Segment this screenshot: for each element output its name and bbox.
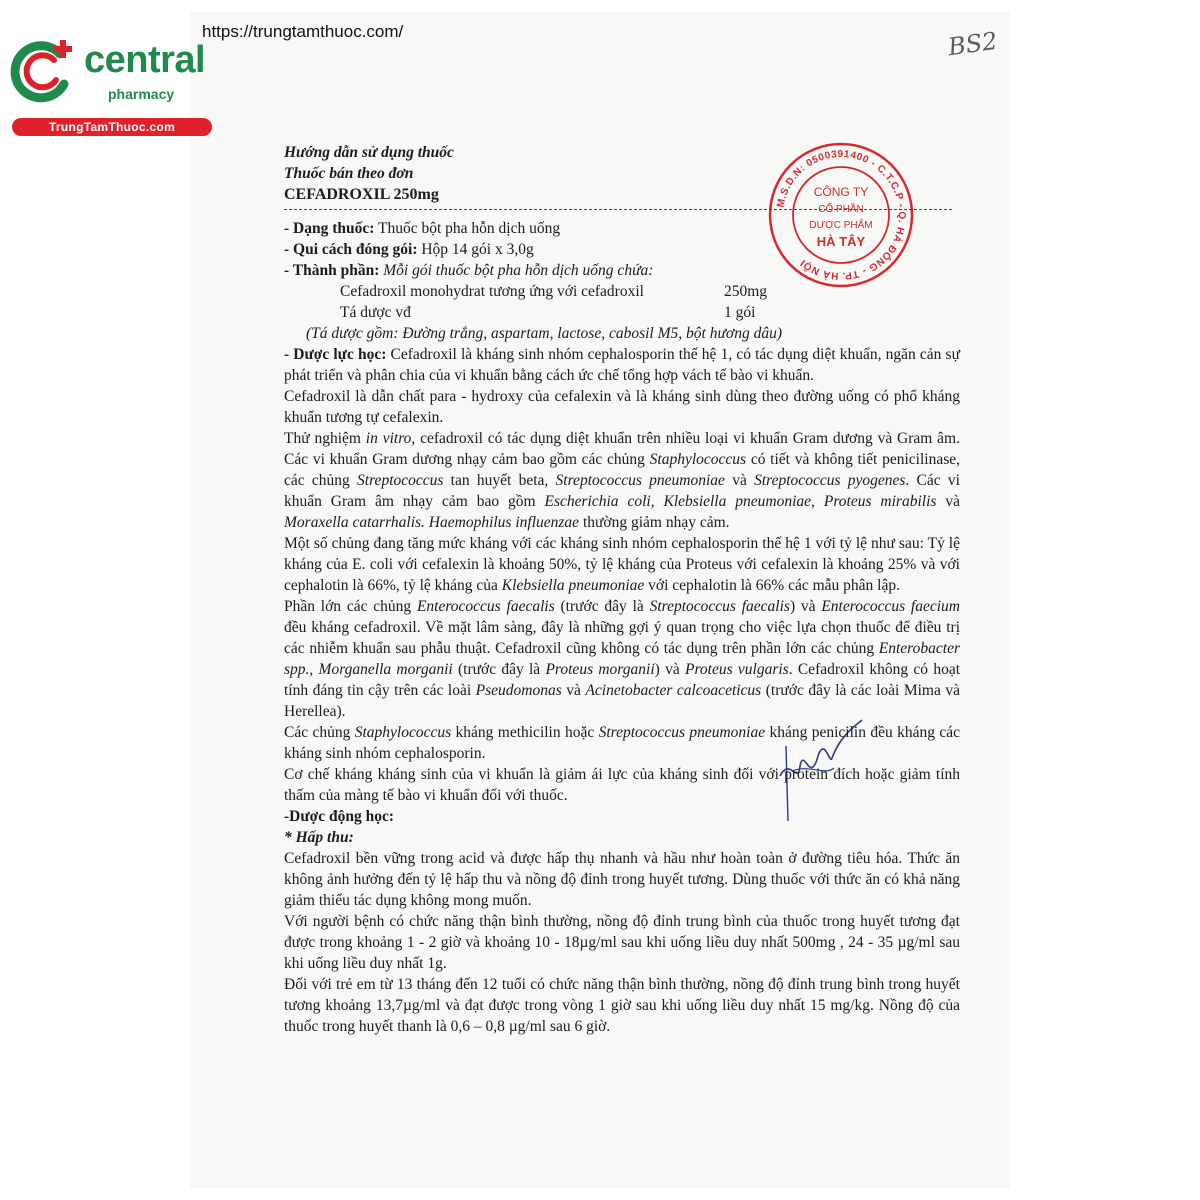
svg-text:CỔ PHẦN: CỔ PHẦN (818, 204, 864, 215)
paragraph-spectrum: Thử nghiệm in vitro, cefadroxil có tác dụng diệt khuẩn trên nhiều loại vi khuẩn Gram dương và Gram âm. Các vi khuẩn Gram dương nhạy cảm bao gồm các chủng Staphylococcus có tiết và không tiết penicilinase, các chủng Streptococcus tan huyết beta, Streptococcus pneumoniae và Streptococcus pyogenes. Các vi khuẩn Gram âm nhạy cảm bao gồm Escherichia coli, Klebsiella pneumoniae, Proteus mirabilis và Moraxella catarrhalis. Haemophilus influenzae thường giảm nhạy cảm. (284, 430, 960, 531)
brand-subtitle: pharmacy (108, 86, 175, 102)
ingredient-row: Cefadroxil monohydrat tương ứng với cefadroxil 250mg (340, 283, 768, 300)
absorption-heading: * Hấp thu: (284, 829, 354, 846)
doc-header-usage: Hướng dẫn sử dụng thuốc (284, 144, 454, 161)
paragraph-absorption: Cefadroxil bền vững trong acid và được hấp thụ nhanh và hầu như hoàn toàn ở đường tiêu hóa. Thức ăn không ảnh hưởng đến tỷ lệ hấp thu và nồng độ đỉnh trong huyết tương. Dùng thuốc với thức ăn có khả năng giảm thiểu tác dụng không mong muốn. (284, 850, 960, 909)
paragraph-resistant-strains: Phần lớn các chủng Enterococcus faecalis (trước đây là Streptococcus faecalis) và Enterococcus faecium đều kháng cefadroxil. Về mặt lâm sàng, đây là những gợi ý quan trọng cho việc lựa chọn thuốc để điều trị các nhiễm khuẩn sau phẫu thuật. Cefadroxil cũng không có tác dụng trên phần lớn các chủng Enterobacter spp., Morganella morganii (trước đây là Proteus morganii) và Proteus vulgaris. Cefadroxil không có hoạt tính đáng tin cậy trên các loài Pseudomonas và Acinetobacter calcoaceticus (trước đây là các loài Mima và Herellea). (284, 598, 961, 720)
composition: - Thành phần: Mỗi gói thuốc bột pha hỗn dịch uống chứa: (284, 262, 654, 279)
svg-text:DƯỢC PHẨM: DƯỢC PHẨM (809, 220, 873, 231)
paragraph-child-levels: Đối với trẻ em từ 13 tháng đến 12 tuổi có chức năng thận bình thường, nồng độ đỉnh trung bình trong huyết tương khoảng 13,7µg/ml và đạt được trong vòng 1 giờ sau khi uống liều duy nhất 15 mg/kg. Nồng độ của thuốc trong huyết thanh là 0,6 – 0,8 µg/ml sau 6 giờ. (284, 976, 960, 1035)
central-pharmacy-logo[interactable] (8, 36, 220, 136)
package-insert-text (284, 142, 960, 1037)
ingredient-row: Tá dược vđ 1 gói (340, 304, 756, 321)
doc-header-prescription: Thuốc bán theo đơn (284, 165, 414, 182)
excipients-note: (Tá dược gồm: Đường trắng, aspartam, lactose, cabosil M5, bột hương dâu) (306, 325, 782, 342)
pharmacy-cross-icon (10, 38, 76, 104)
svg-text:CÔNG TY: CÔNG TY (813, 185, 869, 199)
packaging: - Qui cách đóng gói: Hộp 14 gói x 3,0g (284, 241, 534, 258)
svg-text:HÀ TÂY: HÀ TÂY (816, 234, 866, 249)
doc-title: CEFADROXIL 250mg (284, 186, 439, 203)
brand-name: central (84, 39, 206, 81)
paragraph-methicillin: Các chủng Staphylococcus kháng methicilin hoặc Streptococcus pneumoniae kháng penicilin đều kháng các kháng sinh nhóm cephalosporin. (284, 724, 960, 762)
handwritten-corner-mark: BS2 (946, 26, 1000, 62)
svg-text:M.S.D.N: 0500391400 - C.T.C.P: M.S.D.N: 0500391400 - C.T.C.P - Q. HÀ ĐÔNG - TP. HÀ NỘI (775, 148, 908, 282)
source-url[interactable]: https://trungtamthuoc.com/ (202, 22, 404, 41)
paragraph-mechanism: Cơ chế kháng kháng sinh của vi khuẩn là giảm ái lực của kháng sinh đối với protein đích hoặc giảm tính thấm của màng tế bào vi khuẩn đối với thuốc. (284, 766, 960, 804)
paragraph: Cefadroxil là dẫn chất para - hydroxy của cefalexin và là kháng sinh dùng theo đường uống có phổ kháng khuẩn tương tự cefalexin. (284, 388, 960, 426)
paragraph-adult-levels: Với người bệnh có chức năng thận bình thường, nồng độ đỉnh trung bình của thuốc trong huyết tương đạt được trong khoảng 1 - 2 giờ và khoảng 10 - 18µg/ml sau khi uống liều duy nhất 500mg , 24 - 35 µg/ml sau khi uống liều duy nhất 1g. (284, 913, 960, 972)
brand-site-badge: TrungTamThuoc.com (12, 118, 212, 136)
paragraph-resistance-rates: Một số chủng đang tăng mức kháng với các kháng sinh nhóm cephalosporin thế hệ 1 với tỷ lệ như sau: Tỷ lệ kháng của E. coli với cefalexin là khoảng 50%, tỷ lệ kháng của Proteus với cefalexin là khoảng 25% và với cephalotin là 66%, tỷ lệ kháng của Klebsiella pneumoniae với cephalotin là 66% các mẫu phân lập. (284, 535, 960, 594)
dashed-divider (284, 209, 952, 210)
dosage-form: - Dạng thuốc: Thuốc bột pha hỗn dịch uống (284, 220, 561, 237)
pharmacodynamics-intro: - Dược lực học: Cefadroxil là kháng sinh nhóm cephalosporin thế hệ 1, có tác dụng diệt khuẩn, ngăn cản sự phát triển và phân chia của vi khuẩn bằng cách ức chế tổng hợp vách tế bào vi khuẩn. (284, 346, 960, 384)
pharmacokinetics-heading: -Dược động học: (284, 808, 395, 825)
